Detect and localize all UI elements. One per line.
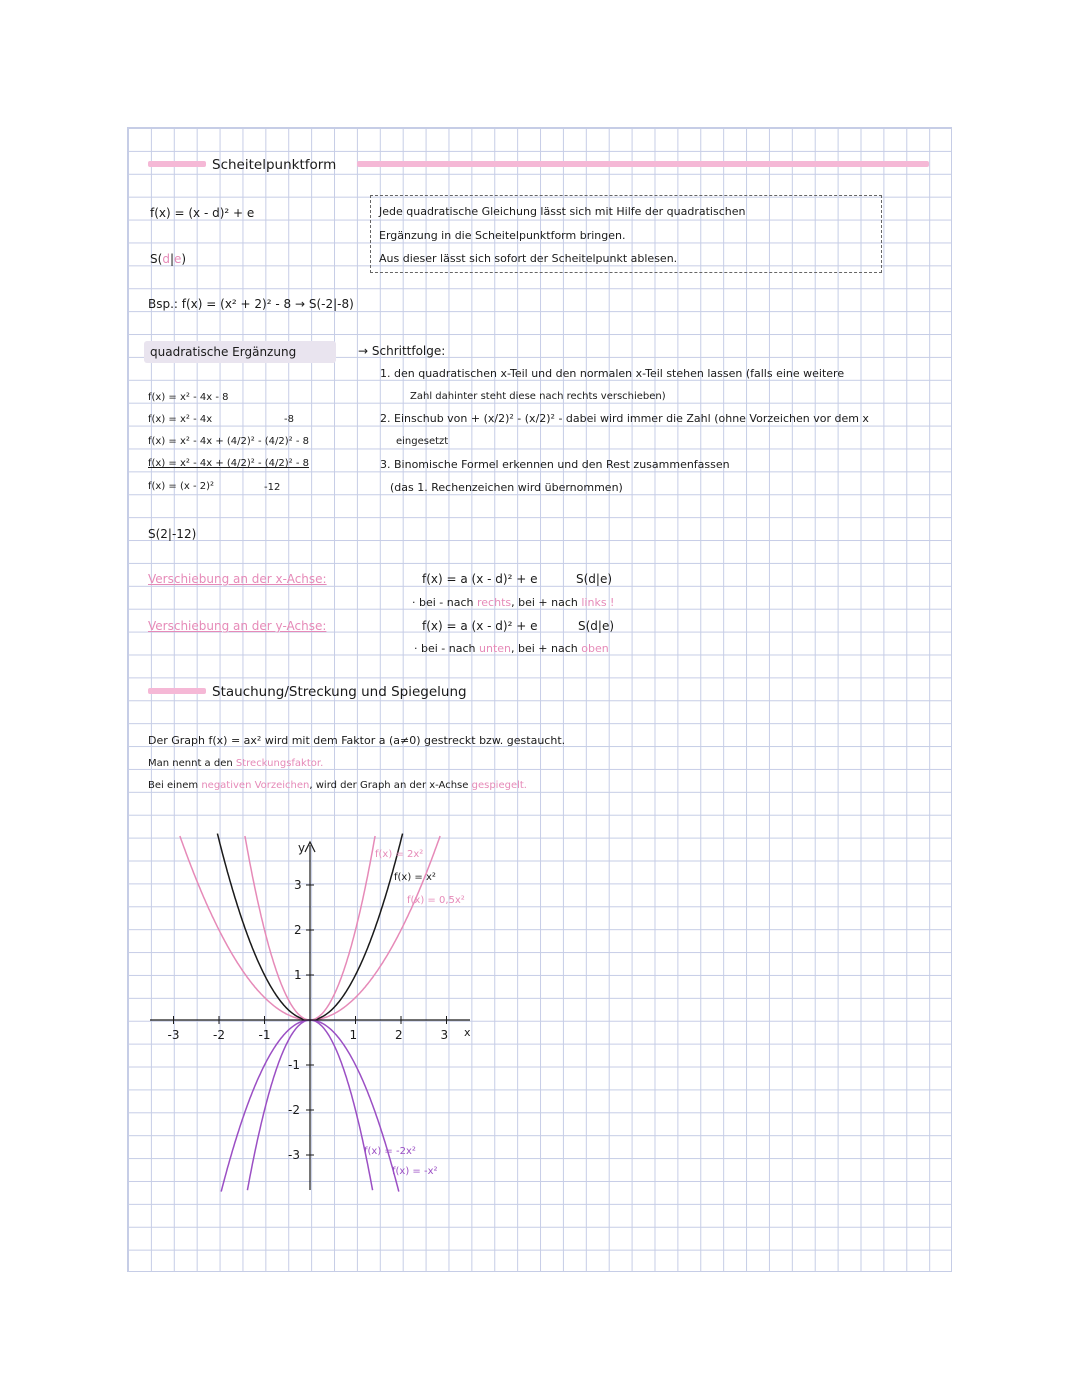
y-tick-label: -3 bbox=[288, 1148, 300, 1162]
instruction-1b: Zahl dahinter steht diese nach rechts verschieben) bbox=[410, 391, 666, 402]
note-text: , bei + nach bbox=[511, 642, 578, 655]
y-tick-label: -2 bbox=[288, 1103, 300, 1117]
vertex-pre: S( bbox=[150, 252, 163, 266]
note-highlight: links ! bbox=[581, 596, 615, 609]
info-line-1: Jede quadratische Gleichung lässt sich mit Hilfe der quadratischen bbox=[379, 205, 746, 218]
steps-title: → Schrittfolge: bbox=[358, 344, 446, 358]
section-title-stretch: Stauchung/Streckung und Spiegelung bbox=[212, 684, 467, 700]
note-text: · bei - nach bbox=[412, 596, 474, 609]
x-tick-label: 3 bbox=[440, 1028, 449, 1042]
info-line-3: Aus dieser lässt sich sofort der Scheitelpunkt ablesen. bbox=[379, 252, 678, 265]
side-value-1: -8 bbox=[284, 414, 294, 425]
x-tick-label: -3 bbox=[167, 1028, 180, 1042]
vertex-result: S(2|-12) bbox=[148, 527, 197, 541]
plain-text: Man nennt a den bbox=[148, 758, 233, 769]
step-4: f(x) = x² - 4x + (4/2)² - (4/2)² - 8 bbox=[148, 458, 309, 469]
vertex-sep: | bbox=[169, 252, 174, 266]
step-3: f(x) = x² - 4x + (4/2)² - (4/2)² - 8 bbox=[148, 436, 309, 447]
y-tick-label: 2 bbox=[294, 923, 302, 937]
instruction-2: 2. Einschub von + (x/2)² - (x/2)² - dabei wird immer die Zahl (ohne Vorzeichen vor dem x bbox=[380, 412, 869, 425]
note-highlight: unten bbox=[479, 642, 511, 655]
y-tick-label: -1 bbox=[288, 1058, 300, 1072]
section-title-vertex-form: Scheitelpunktform bbox=[212, 157, 337, 173]
instruction-1: 1. den quadratischen x-Teil und den normalen x-Teil stehen lassen (falls eine weitere bbox=[380, 367, 845, 380]
note-highlight: rechts bbox=[477, 596, 512, 609]
x-axis-label: x bbox=[464, 1026, 471, 1039]
highlight-text: Streckungsfaktor. bbox=[235, 758, 324, 769]
step-2: f(x) = x² - 4x bbox=[148, 414, 213, 425]
note-text: · bei - nach bbox=[414, 642, 476, 655]
shift-y-vertex: S(d|e) bbox=[578, 619, 615, 633]
note-text: , bei + nach bbox=[511, 596, 578, 609]
example-line: Bsp.: f(x) = (x² + 2)² - 8 → S(-2|-8) bbox=[148, 297, 354, 311]
x-tick-label: 1 bbox=[349, 1028, 358, 1042]
step-1: f(x) = x² - 4x - 8 bbox=[148, 392, 229, 403]
stretch-line-1: Der Graph f(x) = ax² wird mit dem Faktor a (a≠0) gestreckt bzw. gestaucht. bbox=[148, 734, 566, 747]
instruction-2b: eingesetzt bbox=[396, 436, 449, 447]
shift-x-formula: f(x) = a (x - d)² + e bbox=[422, 572, 538, 586]
label-neg-x2: f(x) = -x² bbox=[392, 1166, 438, 1177]
label-x2: f(x) = x² bbox=[394, 872, 436, 883]
plain-text: Bei einem bbox=[148, 780, 199, 791]
shift-x-label: Verschiebung an der x-Achse: bbox=[148, 572, 327, 586]
x-tick-label: -2 bbox=[213, 1028, 225, 1042]
note-highlight: oben bbox=[581, 642, 609, 655]
label-2x2: f(x) = 2x² bbox=[375, 849, 424, 860]
y-tick-label: 1 bbox=[294, 968, 302, 982]
side-value-2: -12 bbox=[264, 482, 281, 493]
vertex-d: d bbox=[162, 252, 170, 266]
plain-text: , wird der Graph an der x-Achse bbox=[309, 780, 469, 791]
completing-square-label: quadratische Ergänzung bbox=[150, 345, 297, 359]
instruction-3: 3. Binomische Formel erkennen und den Rest zusammenfassen bbox=[380, 458, 730, 471]
x-tick-label: 2 bbox=[395, 1028, 403, 1042]
label-neg-2x2: f(x) = -2x² bbox=[364, 1146, 416, 1157]
x-tick-label: -1 bbox=[258, 1028, 271, 1042]
y-axis-label: y bbox=[298, 841, 306, 855]
vertex-post: ) bbox=[181, 252, 187, 266]
instruction-3b: (das 1. Rechenzeichen wird übernommen) bbox=[390, 481, 623, 494]
label-05x2: f(x) = 0,5x² bbox=[407, 895, 465, 906]
shift-y-formula: f(x) = a (x - d)² + e bbox=[422, 619, 538, 633]
vertex-e: e bbox=[173, 252, 182, 266]
step-5: f(x) = (x - 2)² bbox=[148, 481, 215, 492]
vertex-form-formula: f(x) = (x - d)² + e bbox=[150, 206, 255, 220]
shift-x-vertex: S(d|e) bbox=[576, 572, 613, 586]
highlight-text: gespiegelt. bbox=[471, 780, 527, 791]
highlight-text: negativen Vorzeichen bbox=[201, 780, 310, 791]
y-tick-label: 3 bbox=[294, 878, 302, 892]
shift-y-label: Verschiebung an der y-Achse: bbox=[148, 619, 327, 633]
info-line-2: Ergänzung in die Scheitelpunktform bringen. bbox=[379, 229, 626, 242]
